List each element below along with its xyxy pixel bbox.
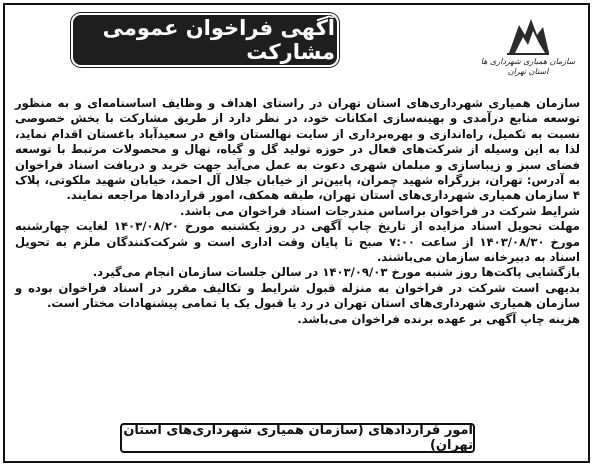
notice-title: آگهی فراخوان عمومی مشارکت — [75, 17, 335, 63]
logo-line-2: استان تهران — [507, 67, 549, 76]
paragraph-rights: بدیهی است شرکت در فراخوان به منزله قبول شرایط و تکالیف مقرر در اسناد فراخوان بوده و سازمان همیاری شهرداری‌های استان تهران در رد یا قبول یک یا تمامی پیشنهادات مختار است. — [15, 280, 580, 311]
paragraph-deadline: مهلت تحویل اسناد مزایده از تاریخ چاپ آگهی در روز یکشنبه مورخ ۱۴۰۳/۰۸/۲۰ لغایت چهارشنبه مورخ ۱۴۰۳/۰۸/۳۰ از ساعت ۷:۰۰ صبح تا پایان وقت اداری است و شرکت‌کنندگان ملزم به تحویل اسناد به دبیرخانه سازمان می‌باشند. — [15, 219, 580, 265]
notice-header — [5, 5, 588, 93]
paragraph-opening: بازگشایی پاکت‌ها روز شنبه مورخ ۱۴۰۳/۰۹/۰۳ در سالن جلسات سازمان انجام می‌گیرد. — [92, 265, 580, 280]
signature-box: امور قراردادهای (سازمان همیاری شهرداری‌های استان تهران) — [120, 423, 475, 453]
paragraph-conditions: شرایط شرکت در فراخوان براساس مندرجات اسناد فراخوان می باشد. — [180, 203, 580, 218]
organization-logo — [478, 13, 578, 91]
municipality-organization-logo-icon — [505, 13, 551, 57]
paragraph-cost: هزینه چاپ آگهی بر عهده برنده فراخوان می‌باشد. — [297, 311, 580, 326]
logo-line-1: سازمان همیاری شهرداری ها — [480, 57, 576, 66]
notice-frame — [3, 3, 590, 463]
notice-body — [15, 96, 580, 327]
paragraph-intro: سازمان همیاری شهرداری‌های استان تهران در راستای اهداف و وظایف اساسنامه‌ای و به منظور توسعه منابع درآمدی و بهینه‌سازی امکانات خود، در نظر دارد از طریق مشارکت با بخش خصوصی نسبت به تکمیل، راه‌اندازی و بهره‌برداری از سایت نهالستان واقع در سعیدآباد باغستان اقدام نماید، لذا به این وسیله از شرکت‌های فعال در حوزه تولید گل و گیاه، نهال و محصولات مرتبط با توسعه فضای سبز و زیباسازی و مبلمان شهری دعوت به عمل می‌آید جهت خرید و دریافت اسناد فراخوان به آدرس: تهران، بزرگراه شهید چمران، پایین‌تر از خیابان جلال آل احمد، خیابان شهید ملکوتی، پلاک ۴ سازمان همیاری شهرداری‌های استان تهران، طبقه همکف، امور قراردادها مراجعه نمایند. — [15, 96, 580, 203]
